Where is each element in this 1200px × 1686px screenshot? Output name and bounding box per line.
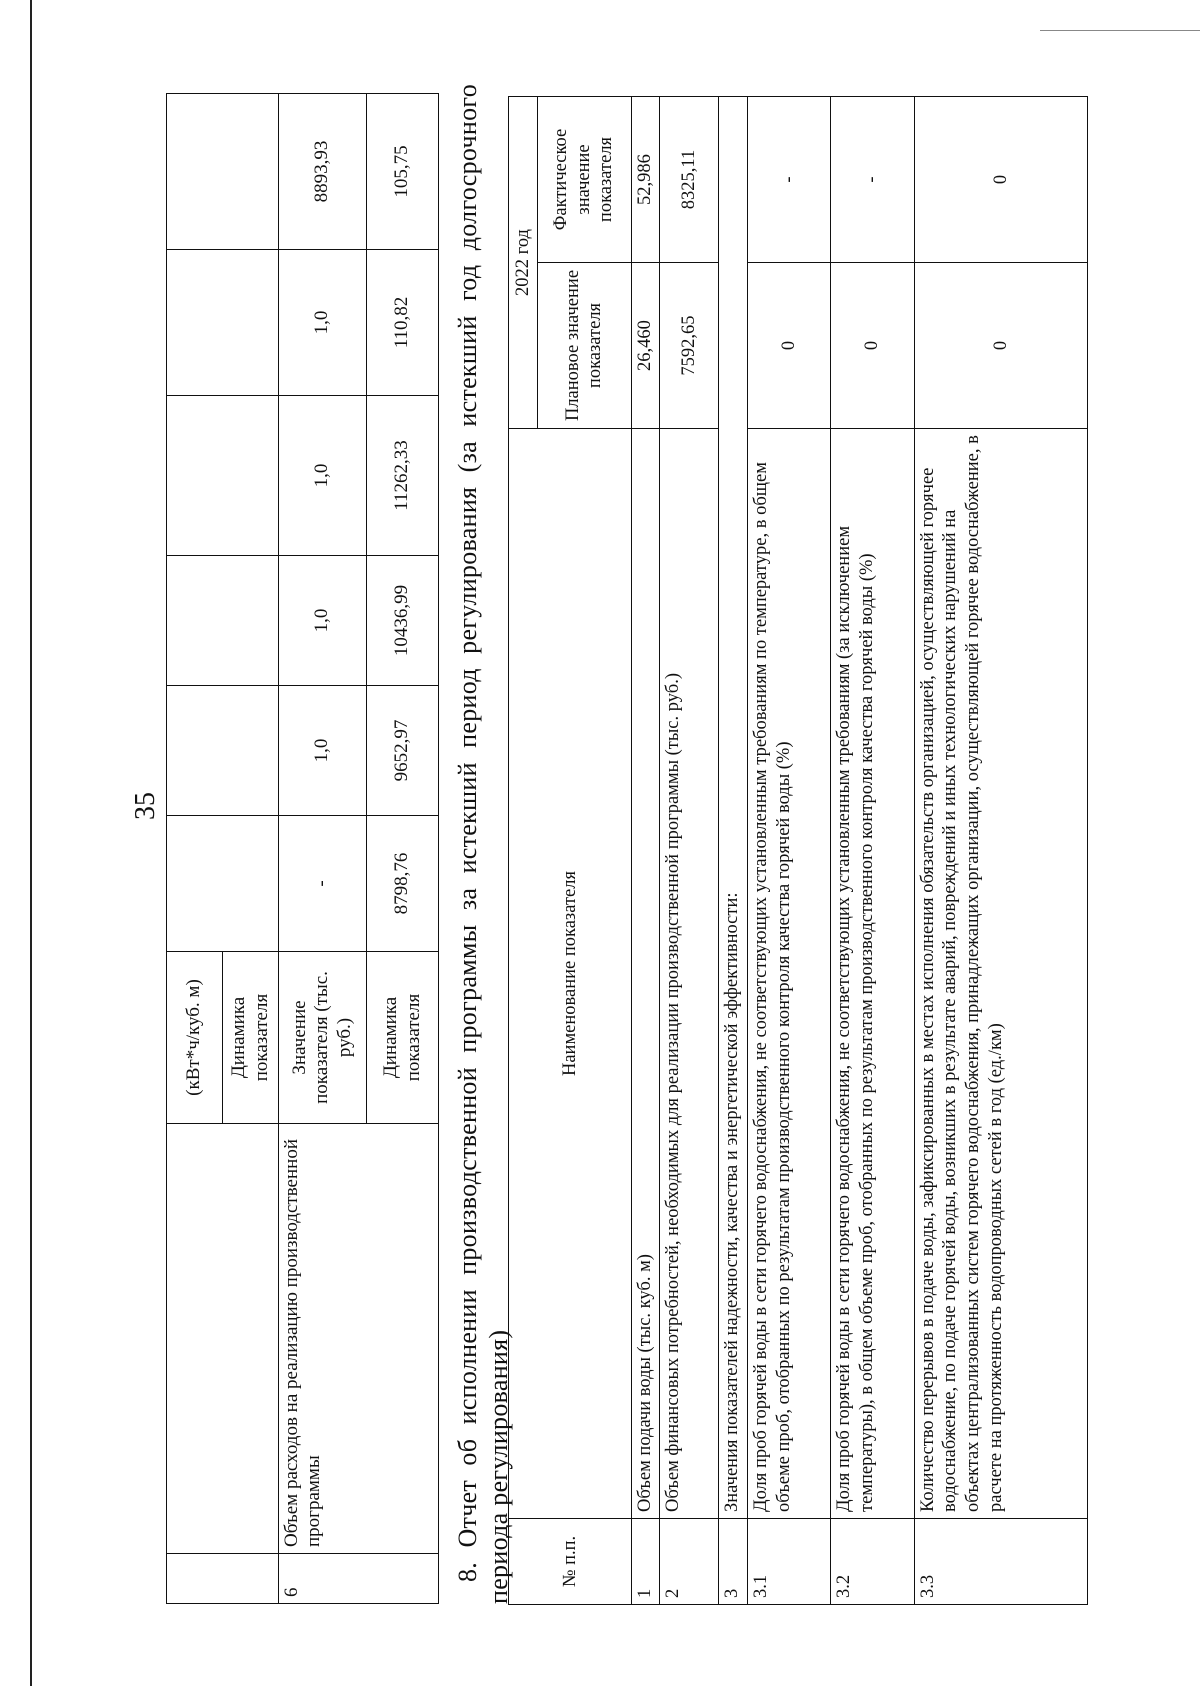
- table-row: [509, 96, 538, 1604]
- header-plan: Плановое значение показателя: [537, 263, 631, 429]
- table-cell: [167, 94, 279, 250]
- table-cell: [167, 686, 279, 816]
- dyn-value: 1,0: [279, 556, 367, 686]
- table-row: [279, 94, 367, 1604]
- table-row: [631, 96, 660, 1604]
- row-number: 3.2: [831, 1519, 914, 1605]
- row-name: Значения показателей надежности, качества и энергетической эффективности:: [718, 96, 747, 1518]
- plan-value: 0: [747, 263, 830, 429]
- table-row: [914, 96, 1087, 1604]
- expense-dyn: 105,75: [367, 94, 439, 250]
- row-name: Количество перерывов в подаче воды, зафиксированных в местах исполнения обязательств организацией, осуществляющей горячее водоснабжение, по подаче горячей воды, возникших в результате аварий, повреждений и иных технологических нарушений на объектах централизованных систем горячего водоснабжения, принадлежащих организации, осуществляющей горячее водоснабжение, в расчете на протяженность водопроводных сетей в год (ед./км): [914, 429, 1087, 1519]
- row-number: 1: [631, 1519, 660, 1605]
- expense-value: 8798,76: [367, 816, 439, 952]
- fact-value: -: [747, 96, 830, 262]
- table-cell: [167, 556, 279, 686]
- table-cell: [167, 1124, 279, 1554]
- table-cell: [167, 396, 279, 556]
- page-number: 35: [130, 792, 161, 820]
- plan-value: 0: [914, 263, 1087, 429]
- header-name: Наименование показателя: [509, 429, 632, 1519]
- table-row: [660, 96, 718, 1604]
- table-row: [831, 96, 914, 1604]
- unit-cell: (кВт*ч/куб. м): [167, 952, 223, 1124]
- expense-value: 10436,99: [367, 556, 439, 686]
- table-row: [167, 94, 223, 1604]
- row-name: Объем финансовых потребностей, необходимых для реализации производственной программы (тыс. руб.): [660, 429, 718, 1519]
- row-name: Доля проб горячей воды в сети горячего водоснабжения, не соответствующих установленным требованиям (за исключением температуры), в общем объеме проб, отобранных по результатам производственного контроля качества горячей воды (%): [831, 429, 914, 1519]
- row-name: Объем подачи воды (тыс. куб. м): [631, 429, 660, 1519]
- dyn-label: Динамика показателя: [367, 952, 439, 1124]
- row-number: 2: [660, 1519, 718, 1605]
- header-num: № п.п.: [509, 1519, 632, 1605]
- row-name: Объем расходов на реализацию производственной программы: [279, 1124, 439, 1554]
- value-label: Значение показателя (тыс. руб.): [279, 952, 367, 1124]
- fact-value: 0: [914, 96, 1087, 262]
- expense-value: 9652,97: [367, 686, 439, 816]
- row-number: 3.1: [747, 1519, 830, 1605]
- dyn-value: 1,0: [279, 250, 367, 396]
- dyn-label: Динамика показателя: [223, 952, 279, 1124]
- scan-border-top: [1040, 30, 1200, 31]
- report-table: [508, 96, 1088, 1605]
- expense-value: 8893,93: [279, 94, 367, 250]
- fact-value: -: [831, 96, 914, 262]
- header-year: 2022 год: [509, 96, 538, 428]
- scan-border-left: [30, 0, 32, 1686]
- row-number: 3: [718, 1519, 747, 1605]
- dyn-value: -: [279, 816, 367, 952]
- table-row: [718, 96, 747, 1604]
- report-table-block: [508, 97, 1088, 1605]
- fact-value: 52,986: [631, 96, 660, 262]
- dyn-value: 1,0: [279, 396, 367, 556]
- section-heading: 8. Отчет об исполнении производственной программы за истекший период регулирования (за истекший год долгосрочного периода регулирования): [453, 84, 514, 1604]
- table-cell: [167, 816, 279, 952]
- top-table: [166, 93, 439, 1604]
- dyn-value: 1,0: [279, 686, 367, 816]
- expense-value: 11262,33: [367, 396, 439, 556]
- row-number: 3.3: [914, 1519, 1087, 1605]
- plan-value: 7592,65: [660, 263, 718, 429]
- plan-value: 26,460: [631, 263, 660, 429]
- fact-value: 8325,11: [660, 96, 718, 262]
- table-cell: [167, 250, 279, 396]
- expense-dyn: 110,82: [367, 250, 439, 396]
- row-name: Доля проб горячей воды в сети горячего водоснабжения, не соответствующих установленным требованиям по температуре, в общем объеме проб, отобранных по результатам производственного контроля качества горячей воды (%): [747, 429, 830, 1519]
- table-row: [747, 96, 830, 1604]
- top-table-block: [166, 94, 438, 1604]
- row-number: 6: [279, 1554, 439, 1604]
- table-cell: [167, 1554, 279, 1604]
- plan-value: 0: [831, 263, 914, 429]
- header-fact: Фактическое значение показателя: [537, 96, 631, 262]
